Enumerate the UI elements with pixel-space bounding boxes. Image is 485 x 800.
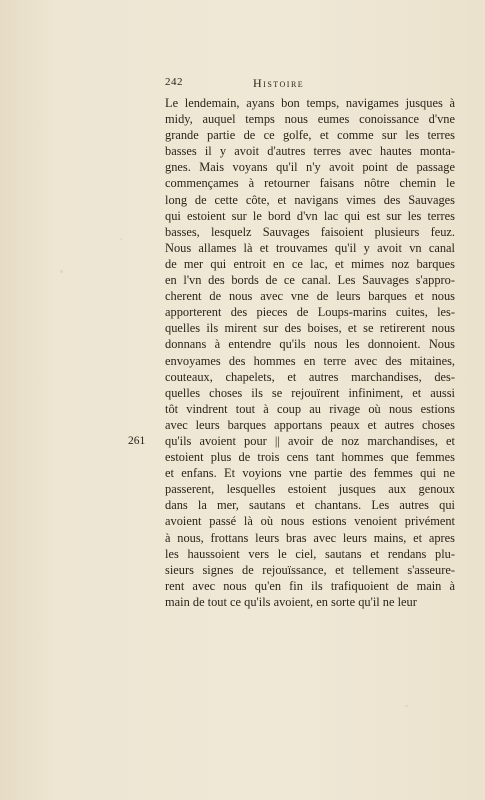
text-line: basses, lesquelz Sauvages faisoient plusieurs feuz. (165, 224, 455, 239)
margin-reference-number: 261 (128, 435, 146, 447)
paper-foxing-spot (120, 238, 122, 240)
text-line: rent avec nous qu'en fin ils trafiquoient de main à (165, 578, 455, 593)
paper-foxing-spot (60, 270, 63, 273)
text-line: basses il y avoit d'autres terres avec hautes monta- (165, 144, 455, 159)
paper-foxing-spot (405, 705, 408, 707)
text-line: cherent de nous avec vne de leurs barques et nous (165, 289, 455, 304)
text-line: Le lendemain, ayans bon temps, navigames jusques à (165, 96, 455, 110)
text-line: gnes. Mais voyans qu'il n'y avoit point de passage (165, 160, 455, 175)
page-number: 242 (165, 76, 183, 88)
text-line: quelles ils mirent sur des boises, et se retirerent nous (165, 321, 455, 336)
text-line: les haussoient vers le ciel, sautans et rendans plu- (165, 546, 455, 561)
text-line: main de tout ce qu'ils avoient, en sorte qu'il ne leur (165, 594, 417, 609)
text-line: donnans à entendre qu'ils nous les donnoient. Nous (165, 337, 455, 352)
text-line: à nous, frottans leurs bras avec leurs mains, et apres (165, 530, 455, 545)
running-head (165, 76, 455, 92)
text-line: midy, auquel temps nous eumes conoissance d'vne (165, 112, 455, 127)
text-line: avoient passé là où nous estions venoient privément (165, 514, 455, 529)
text-line: de mer qui entroit en ce lac, et mimes noz barques (165, 256, 455, 271)
running-title: Histoire (253, 76, 305, 90)
text-line: grande partie de ce golfe, et comme sur les terres (165, 128, 455, 143)
text-line: tôt vindrent tout à coup au rivage où nous estions (165, 401, 455, 416)
text-line: qu'ils avoient pour || avoir de noz marchandises, et (165, 433, 455, 448)
text-line: couteaux, chapelets, et autres marchandises, des- (165, 369, 455, 384)
text-line: qui estoient sur le bord d'vn lac qui est sur les terres (165, 208, 455, 223)
text-line: dans la mer, sautans et chantans. Les autres qui (165, 498, 455, 513)
text-line: apporterent des pieces de Loups-marins cuites, les- (165, 305, 455, 320)
text-line: long de cette côte, et navigans vimes des Sauvages (165, 192, 455, 207)
text-line: envoyames des hommes en terre avec des mitaines, (165, 353, 455, 368)
text-line: quelles choses ils se rejouïrent infiniment, et aussi (165, 385, 455, 400)
text-line: et enfans. Et voyions vne partie des femmes qui ne (165, 466, 455, 481)
text-line: Nous allames là et trouvames qu'il y avoit vn canal (165, 240, 455, 255)
text-line: commençames à retourner faisans nôtre chemin le (165, 176, 455, 191)
text-line: estoient plus de trois cens tant hommes que femmes (165, 450, 455, 465)
text-line: en l'vn des bords de ce canal. Les Sauvages s'appro- (165, 273, 455, 288)
text-line: passerent, lesquelles estoient jusques aux genoux (165, 482, 455, 497)
text-line: avec leurs barques apportans peaux et autres choses (165, 417, 455, 432)
text-line: sieurs signes de rejouïssance, et tellement s'asseure- (165, 562, 455, 577)
body-text (165, 95, 455, 610)
